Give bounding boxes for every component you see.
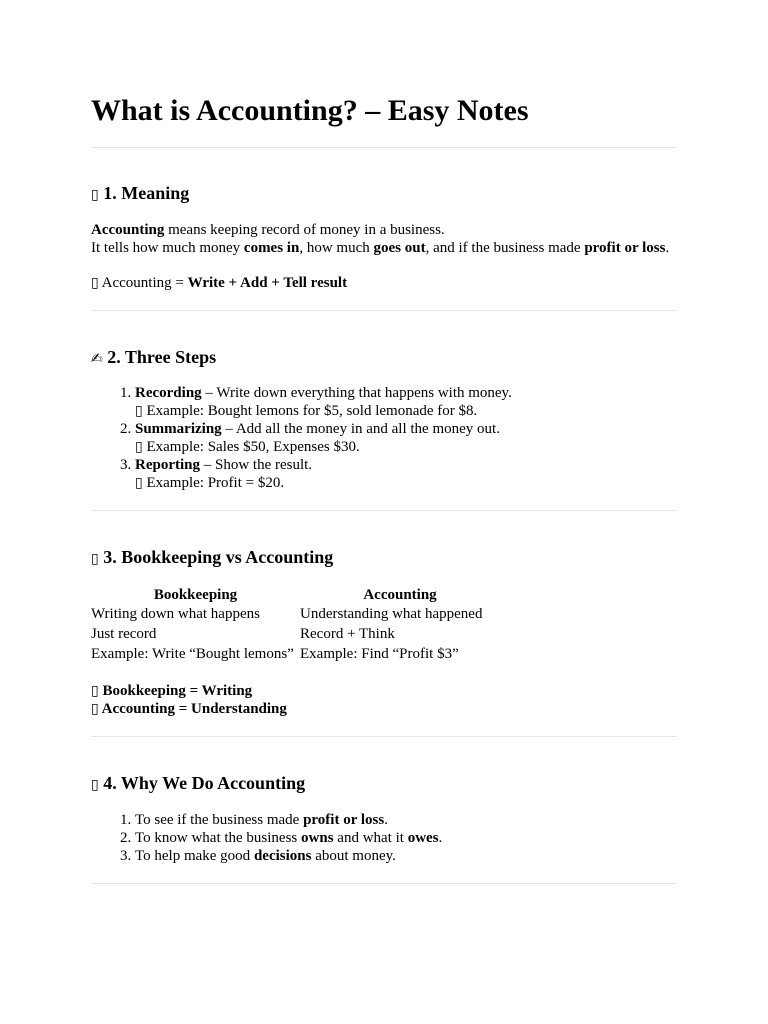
table-header-row <box>91 586 500 604</box>
list-item: 3. Reporting – Show the result. ▯ Example: Profit = $20. <box>135 456 677 492</box>
box-icon: ▯ <box>91 275 99 291</box>
list-item: 3. To help make good decisions about money. <box>135 847 677 865</box>
summary-bookkeeping: ▯ Bookkeeping = Writing <box>91 683 253 699</box>
section-heading-why: ▯ 4. Why We Do Accounting <box>91 771 677 797</box>
meaning-paragraph-2: It tells how much money comes in, how much goes out, and if the business made profit or loss. <box>91 240 670 256</box>
list-item: 2. To know what the business owns and what it owes. <box>135 829 677 847</box>
document-content <box>91 92 677 884</box>
accounting-formula: ▯ Accounting = Write + Add + Tell result <box>91 275 348 291</box>
box-icon: ▯ <box>91 777 99 793</box>
table-cell: Record + Think <box>300 626 395 642</box>
table-cell: Just record <box>91 626 157 642</box>
box-icon: ▯ <box>135 439 143 455</box>
table-header: Bookkeeping <box>153 587 238 603</box>
divider <box>91 310 677 311</box>
list-item: 2. Summarizing – Add all the money in and all the money out. ▯ Example: Sales $50, Expenses $30. <box>135 420 677 456</box>
divider <box>91 736 677 737</box>
box-icon: ▯ <box>91 683 99 699</box>
list-item: 1. Recording – Write down everything that happens with money. ▯ Example: Bought lemons for $5, sold lemonade for $8. <box>135 384 677 420</box>
writing-hand-icon: ✍ <box>91 351 103 367</box>
box-icon: ▯ <box>135 403 143 419</box>
divider <box>91 510 677 511</box>
list-item: 1. To see if the business made profit or loss. <box>135 811 677 829</box>
section-heading-meaning: ▯ 1. Meaning <box>91 181 677 207</box>
table-header: Accounting <box>363 587 437 603</box>
table-cell: Understanding what happened <box>300 606 483 622</box>
meaning-paragraph-1: Accounting means keeping record of money in a business. <box>91 222 445 238</box>
comparison-table <box>91 586 500 664</box>
box-icon: ▯ <box>91 701 99 717</box>
table-row <box>91 644 500 664</box>
reasons-list <box>91 811 677 865</box>
section-heading-three-steps: ✍ 2. Three Steps <box>91 345 677 371</box>
page-title: What is Accounting? – Easy Notes <box>91 94 529 127</box>
summary-accounting: ▯ Accounting = Understanding <box>91 701 287 717</box>
section-heading-bookkeeping-vs-accounting: ▯ 3. Bookkeeping vs Accounting <box>91 545 677 571</box>
divider <box>91 883 677 884</box>
table-row <box>91 604 500 624</box>
box-icon: ▯ <box>135 475 143 491</box>
box-icon: ▯ <box>91 551 99 567</box>
table-cell: Example: Write “Bought lemons” <box>91 646 294 662</box>
table-cell: Writing down what happens <box>91 606 260 622</box>
table-cell: Example: Find “Profit $3” <box>300 646 459 662</box>
box-icon: ▯ <box>91 187 99 203</box>
steps-list <box>91 384 677 492</box>
table-row <box>91 624 500 644</box>
divider <box>91 147 677 148</box>
